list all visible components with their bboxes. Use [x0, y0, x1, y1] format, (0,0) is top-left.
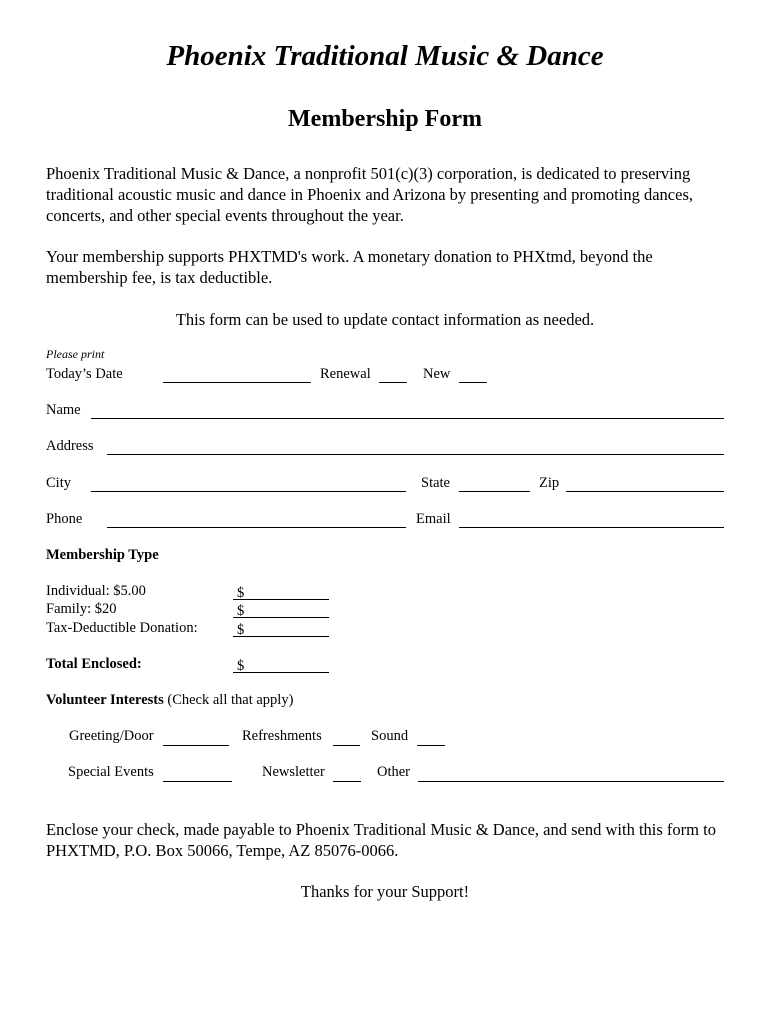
- membership-paragraph: Your membership supports PHXTMD's work. A monetary donation to PHXtmd, beyond the membership fee, is tax deductible.: [46, 247, 653, 287]
- other-input[interactable]: [418, 765, 724, 782]
- zip-label: Zip: [539, 475, 560, 491]
- name-label: Name: [46, 402, 81, 418]
- total-enclosed-label: Total Enclosed:: [46, 656, 142, 672]
- renewal-label: Renewal: [320, 366, 371, 382]
- special-events-label: Special Events: [68, 764, 154, 780]
- dollar-sign: $: [237, 622, 245, 638]
- family-label: Family: $20: [46, 601, 117, 617]
- donation-amount[interactable]: [233, 620, 329, 637]
- city-input[interactable]: [91, 475, 406, 492]
- new-checkbox-line[interactable]: [459, 366, 487, 383]
- email-label: Email: [416, 511, 451, 527]
- individual-label: Individual: $5.00: [46, 583, 146, 599]
- address-input[interactable]: [107, 438, 724, 455]
- state-label: State: [421, 475, 450, 491]
- dollar-sign: $: [237, 585, 245, 601]
- mailing-instructions: Enclose your check, made payable to Phoenix Traditional Music & Dance, and send with this form to PHXTMD, P.O. Box 50066, Tempe, AZ 85076-0066.: [46, 820, 716, 860]
- update-note: This form can be used to update contact information as needed.: [175, 310, 595, 329]
- city-label: City: [46, 475, 71, 491]
- dollar-sign: $: [237, 603, 245, 619]
- please-print-note: Please print: [46, 347, 105, 361]
- form-subtitle: Membership Form: [288, 106, 482, 132]
- zip-input[interactable]: [566, 475, 724, 492]
- address-label: Address: [46, 438, 94, 454]
- membership-type-heading: Membership Type: [46, 547, 159, 563]
- volunteer-hint: (Check all that apply): [167, 692, 294, 708]
- family-amount[interactable]: [233, 601, 329, 618]
- volunteer-heading: Volunteer Interests: [46, 692, 164, 708]
- total-amount[interactable]: [233, 656, 329, 673]
- email-input[interactable]: [459, 511, 724, 528]
- todays-date-input[interactable]: [163, 366, 311, 383]
- dollar-sign: $: [237, 658, 245, 674]
- other-label: Other: [377, 764, 411, 780]
- special-events-checkbox-line[interactable]: [163, 765, 232, 782]
- newsletter-label: Newsletter: [262, 764, 325, 780]
- phone-label: Phone: [46, 511, 83, 527]
- newsletter-checkbox-line[interactable]: [333, 765, 361, 782]
- renewal-checkbox-line[interactable]: [379, 366, 407, 383]
- greeting-checkbox-line[interactable]: [163, 729, 229, 746]
- name-input[interactable]: [91, 402, 724, 419]
- phone-input[interactable]: [107, 511, 406, 528]
- new-label: New: [423, 366, 451, 382]
- intro-paragraph: Phoenix Traditional Music & Dance, a nonprofit 501(c)(3) corporation, is dedicated to preserving traditional acoustic music and dance in Phoenix and Arizona by presenting and promoting dances, concerts, and other special events throughout the year.: [46, 164, 693, 225]
- greeting-label: Greeting/Door: [69, 728, 154, 744]
- sound-label: Sound: [371, 728, 409, 744]
- todays-date-label: Today’s Date: [46, 366, 123, 382]
- sound-checkbox-line[interactable]: [417, 729, 445, 746]
- individual-amount[interactable]: [233, 583, 329, 600]
- donation-label: Tax-Deductible Donation:: [46, 620, 198, 636]
- thanks-note: Thanks for your Support!: [300, 882, 470, 901]
- volunteer-heading-row: [46, 692, 293, 709]
- state-input[interactable]: [459, 475, 530, 492]
- form-title: Phoenix Traditional Music & Dance: [166, 40, 604, 72]
- refreshments-label: Refreshments: [242, 728, 322, 744]
- refreshments-checkbox-line[interactable]: [333, 729, 360, 746]
